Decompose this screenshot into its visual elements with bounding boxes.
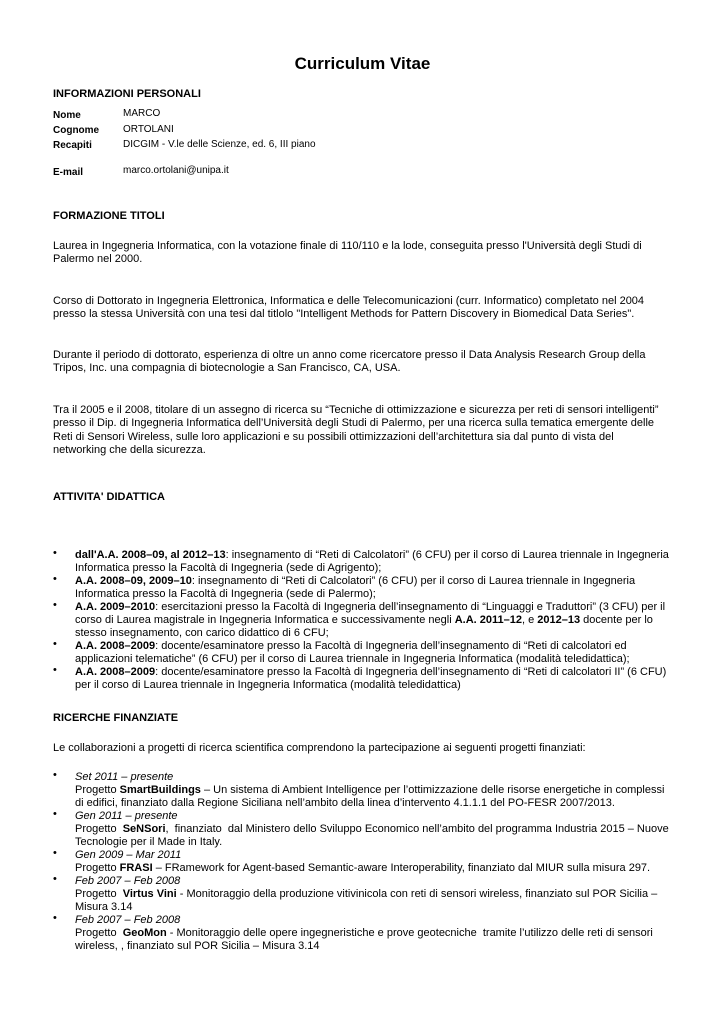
bullet-icon: • [53, 808, 57, 820]
list-item [53, 549, 673, 575]
project-period: Gen 2011 – presente [75, 810, 178, 822]
project-name: GeoMon [122, 927, 167, 939]
page-title: Curriculum Vitae [294, 54, 431, 73]
paragraph-assegno: Tra il 2005 e il 2008, titolare di un assegno di ricerca su “Tecniche di ottimizzazione e sicurezza per reti di sensori intelligenti” presso il Dip. di Ingegneria Informatica dell’Università degli Studi di Palermo, per una ricerca sulla tematica emergente delle Reti di Sensori Wireless, sulle loro applicazioni e su possibili ottimizzazioni dell’architettura sia dal punto di vista del networking che della sicurezza. [53, 404, 659, 456]
item-period-2: A.A. 2011–12 [454, 614, 522, 626]
item-period: A.A. 2008–2009 [75, 640, 156, 652]
section-heading-formazione: FORMAZIONE TITOLI [53, 210, 165, 222]
project-description: Progetto GeoMon - Monitoraggio delle opere ingegneristiche e prove geotecniche tramite l’utilizzo delle reti di sensori wireless, , finanziato sul POR Sicilia – Misura 3.14 [75, 927, 656, 952]
list-item [53, 771, 673, 810]
list-item [53, 640, 673, 666]
section-heading-personal: INFORMAZIONI PERSONALI [53, 88, 201, 100]
item-period: A.A. 2008–2009 [75, 666, 156, 678]
bullet-icon: • [53, 638, 57, 650]
list-item [53, 666, 673, 692]
bullet-icon: • [53, 599, 57, 611]
value-recapiti: DICGIM - V.le delle Scienze, ed. 6, III piano [123, 139, 316, 150]
bullet-icon: • [53, 847, 57, 859]
item-period-3: 2012–13 [537, 614, 581, 626]
bullet-icon: • [53, 547, 57, 559]
ricerche-list [53, 771, 673, 953]
list-item [53, 601, 673, 640]
project-description: Progetto SmartBuildings – Un sistema di Ambient Intelligence per l’ottimizzazione delle risorse energetiche in complessi di edifici, finanziato dalla Regione Siciliana nell’ambito della linea d’intervento 4.1.1.1 del PO-FESR 2007/2013. [75, 784, 665, 809]
label-cognome: Cognome [53, 125, 100, 136]
project-name: Virtus Vini [122, 888, 177, 900]
item-period: A.A. 2009–2010 [75, 601, 156, 613]
ricerche-intro: Le collaborazioni a progetti di ricerca scientifica comprendono la partecipazione ai seguenti progetti finanziati: [53, 742, 586, 754]
list-item [53, 575, 673, 601]
label-email: E-mail [53, 167, 84, 178]
project-description: Progetto Virtus Vini - Monitoraggio della produzione vitivinicola con reti di sensori wireless, finanziato sul POR Sicilia – Misura 3.14 [75, 888, 661, 913]
paragraph-dottorato: Corso di Dottorato in Ingegneria Elettronica, Informatica e delle Telecomunicazioni (curr. Informatico) completato nel 2004 presso la stessa Università con una tesi dal titlolo "Intelligent Methods for Pattern Discovery in Biomedical Data Series". [53, 295, 645, 321]
project-period: Gen 2009 – Mar 2011 [75, 849, 182, 861]
item-text-2: docente per lo stesso insegnamento, con carico didattico di 6 CFU; [75, 614, 653, 639]
didattica-list [53, 549, 673, 692]
list-item [53, 914, 673, 953]
section-heading-didattica: ATTIVITA' DIDATTICA [53, 491, 165, 503]
bullet-icon: • [53, 769, 57, 781]
project-name: SmartBuildings [119, 784, 201, 796]
bullet-icon: • [53, 873, 57, 885]
value-cognome: ORTOLANI [123, 124, 174, 135]
item-text: : insegnamento di “Reti di Calcolatori” (6 CFU) per il corso di Laurea triennale in Ingegneria Informatica presso la Facoltà di Ingegneria (sede di Palermo); [75, 575, 636, 600]
value-email: marco.ortolani@unipa.it [123, 165, 229, 176]
section-heading-ricerche: RICERCHE FINANZIATE [53, 712, 179, 724]
project-name: SeNSori [122, 823, 166, 835]
paragraph-laurea: Laurea in Ingegneria Informatica, con la votazione finale di 110/110 e la lode, conseguita presso l'Università degli Studi di Palermo nel 2000. [53, 240, 642, 266]
project-period: Feb 2007 – Feb 2008 [75, 914, 181, 926]
bullet-icon: • [53, 912, 57, 924]
paragraph-tripos: Durante il periodo di dottorato, esperienza di oltre un anno come ricercatore presso il Data Analysis Research Group della Tripos, Inc. una compagnia di biotecnologie a San Francisco, CA, USA. [53, 349, 646, 375]
item-text: : docente/esaminatore presso la Facoltà di Ingegneria dell’insegnamento di “Reti di calcolatori ed applicazioni telematiche” (6 CFU) per il corso di Laurea triennale in Ingegneria Informatica (modalità teledidattica); [75, 640, 630, 665]
project-period: Feb 2007 – Feb 2008 [75, 875, 181, 887]
bullet-icon: • [53, 664, 57, 676]
item-text: : insegnamento di “Reti di Calcolatori” (6 CFU) per il corso di Laurea triennale in Ingegneria Informatica presso la Facoltà di Ingegneria (sede di Agrigento); [75, 549, 669, 574]
item-text: : docente/esaminatore presso la Facoltà di Ingegneria dell’insegnamento di “Reti di calcolatori II” (6 CFU) per il corso di Laurea triennale in Ingegneria Informatica (modalità teledidattica) [75, 666, 667, 691]
bullet-icon: • [53, 573, 57, 585]
project-period: Set 2011 – presente [75, 771, 174, 783]
item-text: : esercitazioni presso la Facoltà di Ingegneria dell’insegnamento di “Linguaggi e Traduttori” (3 CFU) per il corso di Laurea magistrale in Ingegneria Informatica e successivamente negli [75, 601, 666, 626]
project-description: Progetto FRASI – FRamework for Agent-based Semantic-aware Interoperability, finanziato dal MIUR sulla misura 297. [75, 862, 651, 874]
label-recapiti: Recapiti [53, 140, 92, 151]
label-nome: Nome [53, 110, 81, 121]
list-item [53, 810, 673, 849]
project-description: Progetto SeNSori, finanziato dal Ministero dello Sviluppo Economico nell’ambito del programma Industria 2015 – Nuove Tecnologie per il Made in Italy. [75, 823, 672, 848]
list-item [53, 875, 673, 914]
value-nome: MARCO [123, 108, 161, 119]
project-name: FRASI [119, 862, 153, 874]
item-text-mid: , e [521, 614, 538, 626]
item-period: dall'A.A. 2008–09, al 2012–13 [75, 549, 226, 561]
item-period: A.A. 2008–09, 2009–10 [75, 575, 192, 587]
list-item [53, 849, 673, 875]
